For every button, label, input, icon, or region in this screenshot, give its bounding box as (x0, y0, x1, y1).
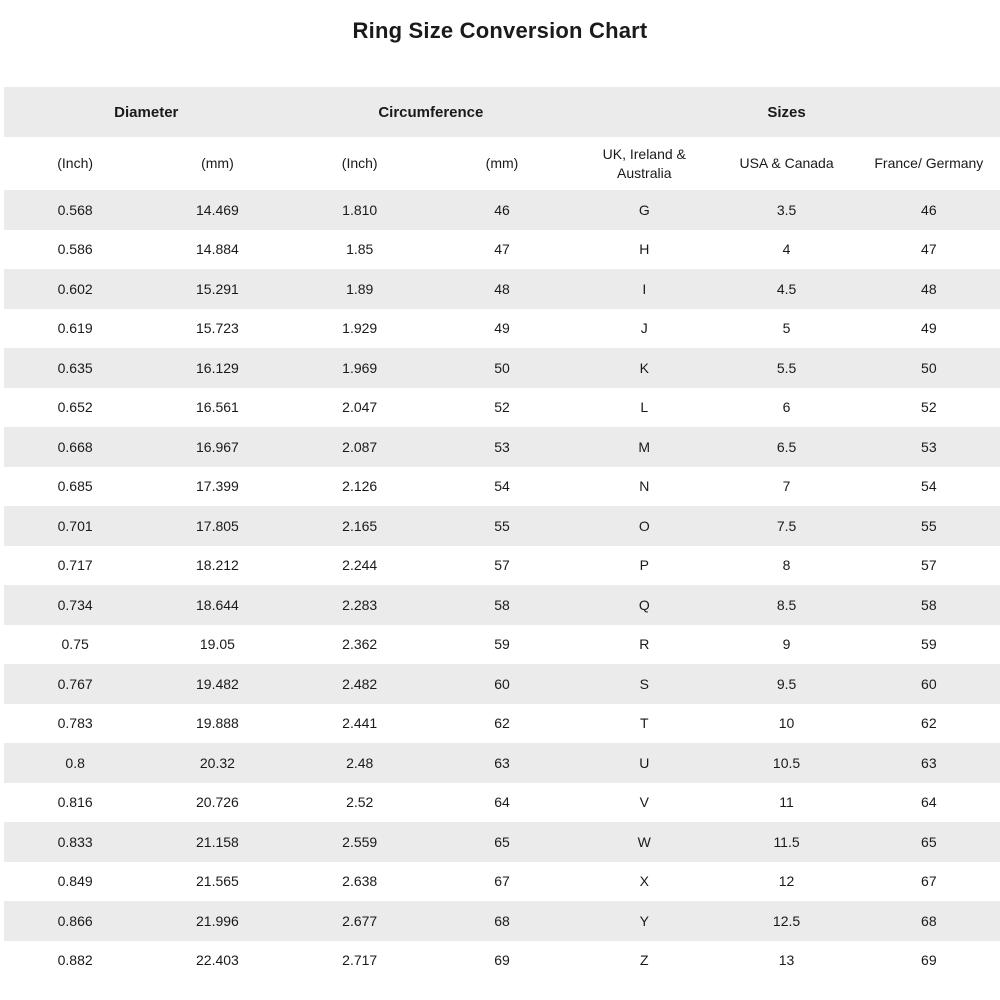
table-cell: 2.126 (342, 478, 378, 495)
table-cell: L (640, 399, 649, 416)
table-cell: 3.5 (776, 201, 797, 218)
table-cell: R (639, 636, 650, 653)
table-cell: 2.047 (342, 399, 378, 416)
table-cell: 2.559 (342, 833, 378, 850)
table-cell: 0.767 (57, 675, 93, 692)
table-cell: 2.482 (342, 675, 378, 692)
table-cell: 69 (921, 952, 937, 969)
group-header-row (4, 87, 1000, 137)
table-cell: 0.568 (57, 201, 93, 218)
table-cell: 21.158 (196, 833, 239, 850)
table-cell: 14.884 (196, 241, 239, 258)
table-cell: 21.996 (196, 912, 239, 929)
table-cell: 1.89 (346, 280, 374, 297)
table-cell: 11.5 (773, 833, 800, 850)
table-cell: 0.635 (57, 359, 93, 376)
table-row (4, 901, 1000, 941)
table-cell: U (639, 754, 650, 771)
table-cell: 2.441 (342, 715, 378, 732)
table-cell: 18.644 (196, 596, 239, 613)
table-cell: 7.5 (776, 517, 797, 534)
table-cell: 46 (494, 201, 510, 218)
table-cell: 68 (494, 912, 510, 929)
table-cell: G (638, 201, 650, 218)
table-cell: V (639, 794, 649, 811)
table-cell: 62 (921, 715, 937, 732)
table-cell: O (638, 517, 650, 534)
table-row (4, 783, 1000, 823)
table-cell: 55 (921, 517, 937, 534)
table-cell: 2.244 (342, 557, 378, 574)
table-cell: 60 (921, 675, 937, 692)
table-cell: 14.469 (196, 201, 239, 218)
table-cell: W (637, 833, 651, 850)
table-cell: H (639, 241, 650, 258)
table-cell: I (642, 280, 647, 297)
table-cell: 0.849 (57, 873, 93, 890)
table-cell: 0.816 (57, 794, 93, 811)
table-cell: 46 (921, 201, 937, 218)
table-cell: 10 (778, 715, 795, 732)
table-cell: 12 (778, 873, 795, 890)
table-cell: 18.212 (196, 557, 239, 574)
table-row (4, 388, 1000, 428)
table-cell: 15.723 (196, 320, 239, 337)
table-cell: 65 (494, 833, 510, 850)
table-cell: J (640, 320, 648, 337)
table-cell: 53 (921, 438, 937, 455)
table-cell: 19.888 (196, 715, 239, 732)
table-cell: 0.619 (57, 320, 93, 337)
table-cell: 67 (921, 873, 937, 890)
table-cell: T (639, 715, 649, 732)
table-row (4, 427, 1000, 467)
table-row (4, 546, 1000, 586)
column-header-usa-canada: USA & Canada (715, 137, 857, 190)
table-cell: 54 (494, 478, 510, 495)
table-cell: 5.5 (776, 359, 797, 376)
table-cell: 0.685 (57, 478, 93, 495)
table-cell: 49 (494, 320, 510, 337)
table-cell: 15.291 (196, 280, 239, 297)
table-cell: 6 (782, 399, 791, 416)
table-cell: 59 (921, 636, 937, 653)
table-cell: 50 (494, 359, 510, 376)
table-cell: 60 (494, 675, 510, 692)
table-cell: 58 (494, 596, 510, 613)
ring-size-table-container (4, 87, 1000, 980)
table-cell: 1.810 (342, 201, 378, 218)
table-cell: Y (639, 912, 649, 929)
table-cell: 6.5 (776, 438, 797, 455)
table-row (4, 664, 1000, 704)
table-row (4, 941, 1000, 981)
table-cell: 20.32 (199, 754, 235, 771)
table-cell: 9.5 (776, 675, 797, 692)
table-cell: 64 (921, 794, 937, 811)
table-row (4, 862, 1000, 902)
table-cell: Q (638, 596, 650, 613)
table-cell: 0.668 (57, 438, 93, 455)
table-cell: P (639, 557, 649, 574)
table-row (4, 704, 1000, 744)
table-cell: 57 (494, 557, 510, 574)
table-cell: 53 (494, 438, 510, 455)
table-cell: 65 (921, 833, 937, 850)
table-cell: 63 (494, 754, 510, 771)
table-cell: 0.701 (57, 517, 93, 534)
table-cell: 2.638 (342, 873, 378, 890)
table-cell: K (639, 359, 649, 376)
table-cell: 48 (494, 280, 510, 297)
table-cell: Z (639, 952, 649, 969)
table-cell: 68 (921, 912, 937, 929)
table-cell: 2.087 (342, 438, 378, 455)
table-cell: 52 (494, 399, 510, 416)
column-header-circumference-inch: (Inch) (289, 137, 431, 190)
table-cell: 21.565 (196, 873, 239, 890)
table-cell: 0.586 (57, 241, 93, 258)
table-cell: 0.866 (57, 912, 93, 929)
table-cell: 0.734 (57, 596, 93, 613)
column-header-uk-ireland-australia: UK, Ireland & Australia (573, 137, 715, 190)
table-row (4, 822, 1000, 862)
column-header-diameter-inch: (Inch) (4, 137, 146, 190)
table-cell: 0.8 (65, 754, 85, 771)
column-header-row (4, 137, 1000, 190)
table-cell: 0.783 (57, 715, 93, 732)
column-header-circumference-mm: (mm) (431, 137, 573, 190)
group-header-circumference: Circumference (289, 87, 574, 137)
table-cell: 55 (494, 517, 510, 534)
table-cell: 2.48 (346, 754, 374, 771)
table-cell: 47 (494, 241, 510, 258)
table-cell: 4 (782, 241, 791, 258)
table-cell: 8.5 (776, 596, 797, 613)
table-row (4, 585, 1000, 625)
group-header-sizes: Sizes (573, 87, 1000, 137)
table-cell: 16.561 (196, 399, 239, 416)
table-cell: 52 (921, 399, 937, 416)
table-cell: 50 (921, 359, 937, 376)
table-row (4, 230, 1000, 270)
table-cell: 10.5 (772, 754, 801, 771)
table-cell: 62 (494, 715, 510, 732)
table-cell: 2.362 (342, 636, 378, 653)
table-row (4, 309, 1000, 349)
table-cell: 0.602 (57, 280, 93, 297)
table-cell: 16.129 (196, 359, 239, 376)
table-cell: 13 (778, 952, 795, 969)
table-cell: N (639, 478, 650, 495)
table-cell: 49 (921, 320, 937, 337)
table-cell: 9 (782, 636, 791, 653)
table-cell: 54 (921, 478, 937, 495)
table-cell: 67 (494, 873, 510, 890)
table-cell: 4.5 (776, 280, 797, 297)
table-cell: 16.967 (196, 438, 239, 455)
table-cell: X (639, 873, 649, 890)
table-cell: 1.85 (346, 241, 374, 258)
column-header-diameter-mm: (mm) (146, 137, 288, 190)
table-cell: 2.52 (346, 794, 374, 811)
table-cell: 0.717 (57, 557, 93, 574)
table-row (4, 467, 1000, 507)
table-cell: 0.652 (57, 399, 93, 416)
table-row (4, 269, 1000, 309)
table-cell: 2.717 (342, 952, 378, 969)
table-cell: 1.929 (342, 320, 378, 337)
table-cell: M (638, 438, 651, 455)
table-cell: 64 (494, 794, 510, 811)
table-cell: 69 (494, 952, 510, 969)
table-row (4, 348, 1000, 388)
table-cell: 5 (782, 320, 791, 337)
column-header-france-germany: France/ Germany (858, 137, 1000, 190)
table-cell: 19.482 (196, 675, 239, 692)
table-row (4, 190, 1000, 230)
table-cell: 19.05 (199, 636, 235, 653)
table-cell: 63 (921, 754, 937, 771)
table-row (4, 625, 1000, 665)
group-header-diameter: Diameter (4, 87, 289, 137)
table-cell: 8 (782, 557, 791, 574)
table-cell: 0.882 (57, 952, 93, 969)
table-cell: 59 (494, 636, 510, 653)
table-cell: 0.833 (57, 833, 93, 850)
ring-size-conversion-table (4, 87, 1000, 980)
table-cell: 2.283 (342, 596, 378, 613)
table-row (4, 743, 1000, 783)
table-cell: 47 (921, 241, 937, 258)
table-cell: 22.403 (196, 952, 239, 969)
table-header (4, 87, 1000, 190)
table-cell: 2.165 (342, 517, 378, 534)
table-cell: 2.677 (342, 912, 378, 929)
table-cell: 1.969 (342, 359, 378, 376)
table-cell: 57 (921, 557, 937, 574)
table-cell: 58 (921, 596, 937, 613)
table-cell: 0.75 (61, 636, 89, 653)
table-cell: 17.399 (196, 478, 239, 495)
table-cell: 7 (782, 478, 791, 495)
table-cell: 20.726 (196, 794, 239, 811)
table-cell: 11 (779, 794, 794, 811)
table-cell: 17.805 (196, 517, 239, 534)
page-title: Ring Size Conversion Chart (352, 18, 648, 43)
table-cell: S (639, 675, 649, 692)
table-cell: 48 (921, 280, 937, 297)
table-cell: 12.5 (772, 912, 801, 929)
table-row (4, 506, 1000, 546)
table-body (4, 190, 1000, 980)
